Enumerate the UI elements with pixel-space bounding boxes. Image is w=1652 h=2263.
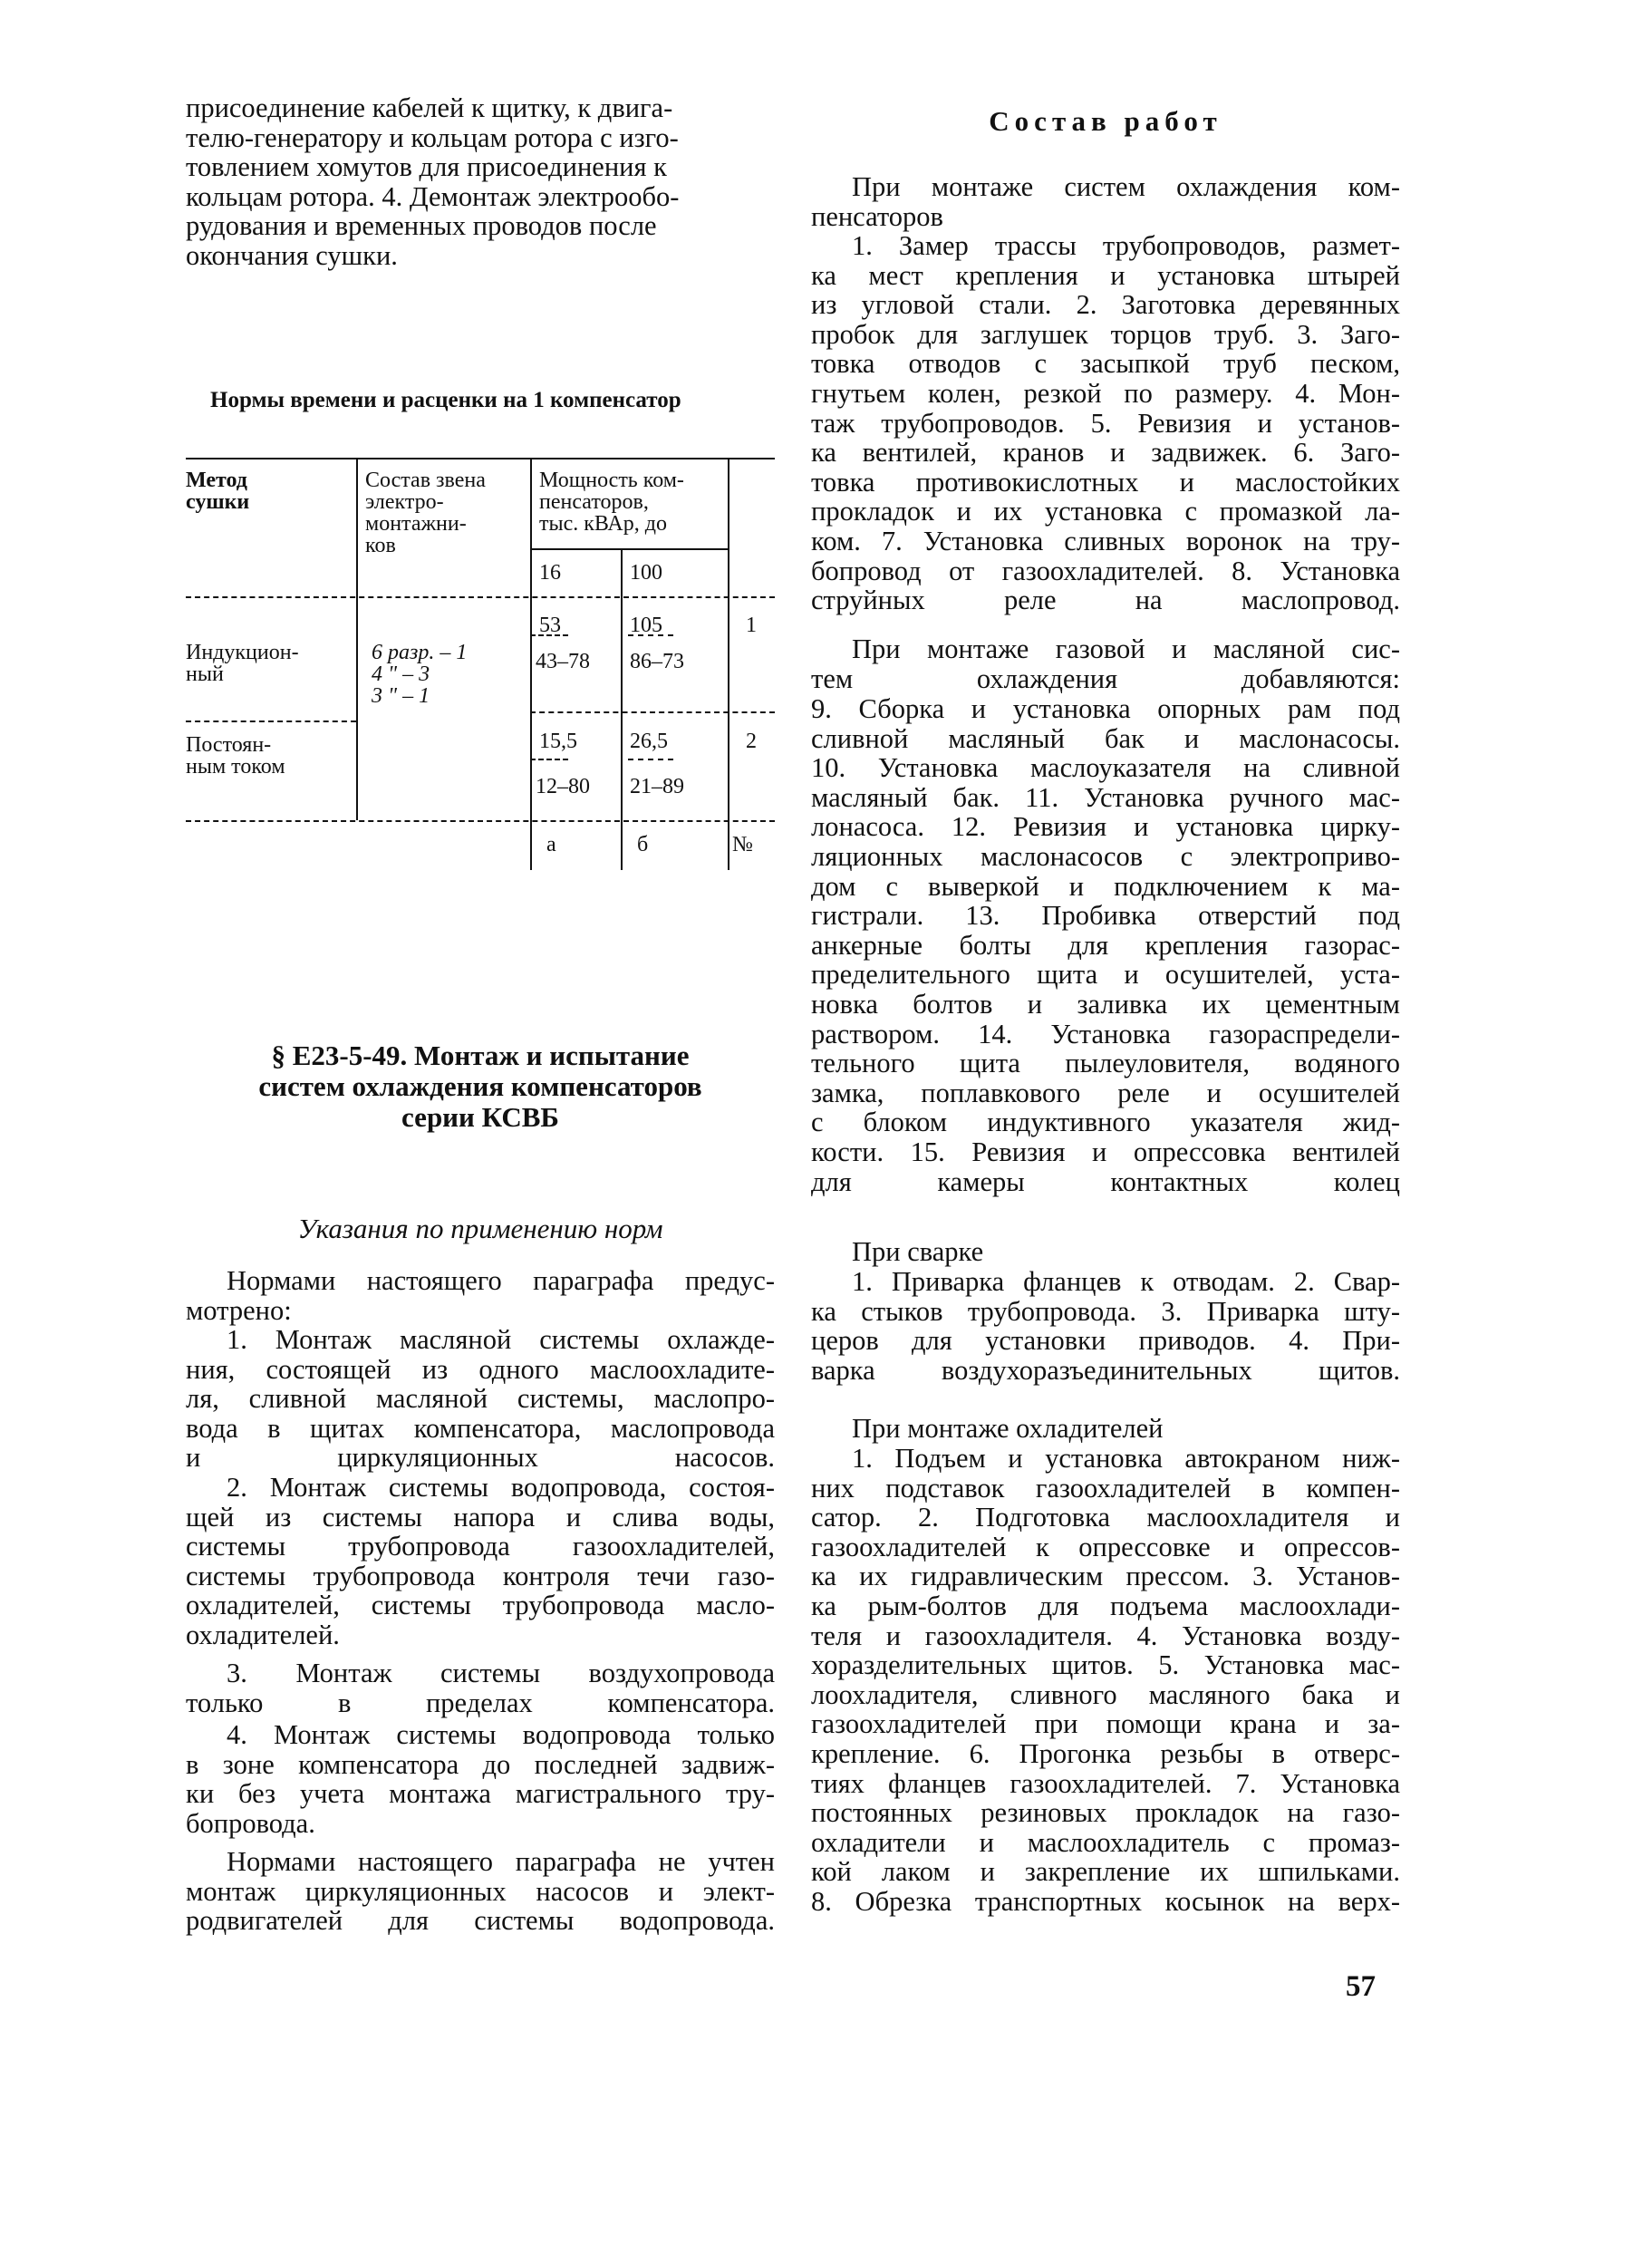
text-line: из угловой стали. 2. Заготовка деревянных xyxy=(811,289,1400,321)
text-line: постоянных резиновых прокладок на газо- xyxy=(811,1797,1400,1829)
text-line: товка противокислотных и маслостойких xyxy=(811,466,1400,498)
text-line: лонасоса. 12. Ревизия и установка цирку- xyxy=(811,811,1400,843)
row1-100-rate: 86–73 xyxy=(630,650,684,673)
text-line: и циркуляционных насосов. xyxy=(186,1442,775,1474)
text-line: церов для установки приводов. 4. При- xyxy=(811,1325,1400,1357)
text-line: них подставок газоохладителей в компен- xyxy=(811,1472,1400,1504)
sub-cooling-systems xyxy=(811,172,1400,231)
text-line: 4. Монтаж системы водопровода только xyxy=(227,1719,775,1750)
row2-method-2: ным током xyxy=(186,755,285,779)
text-line: дом с выверкой и подключением к ма- xyxy=(811,870,1400,902)
text-line: ния, состоящей из одного маслоохладите- xyxy=(186,1353,775,1385)
text-line: для камеры контактных колец xyxy=(811,1165,1400,1197)
text-line: масляный бак. 11. Установка ручного мас- xyxy=(811,781,1400,813)
text-line: кости. 15. Ревизия и опрессовка вентилей xyxy=(811,1136,1400,1167)
text-line: ка мест крепления и установка штырей xyxy=(811,259,1400,291)
text-line: в зоне компенсатора до последней задвиж- xyxy=(186,1748,775,1780)
header-method-2: сушки xyxy=(186,490,250,514)
text-line: вода в щитах компенсатора, маслопровода xyxy=(186,1412,775,1444)
text-line: только в пределах компенсатора. xyxy=(186,1687,775,1718)
text-line: газоохладителей к опрессовке и опрессов- xyxy=(811,1531,1400,1562)
text-line: товка отводов с засыпкой труб песком, xyxy=(811,348,1400,380)
header-crew-2: электро- xyxy=(365,490,444,514)
row1-16-rate: 43–78 xyxy=(536,650,590,673)
text-line: системы трубопровода газоохладителей, xyxy=(186,1531,775,1562)
text-line: ком. 7. Установка сливных воронок на тру- xyxy=(811,525,1400,556)
text-line: пределительного щита и осушителей, уста- xyxy=(811,959,1400,991)
text-line: крепление. 6. Прогонка резьбы в отверс- xyxy=(811,1737,1400,1769)
text-line: 1. Замер трассы трубопроводов, размет- xyxy=(852,230,1400,261)
row1-method-2: ный xyxy=(186,662,224,686)
text-line: рудования и временных проводов после xyxy=(186,210,657,242)
text-line: ка вентилей, кранов и задвижек. 6. Заго- xyxy=(811,437,1400,469)
sub-coolers: При монтаже охладителей xyxy=(852,1413,1164,1444)
text-line: раствором. 14. Установка газораспредели- xyxy=(811,1018,1400,1049)
text-line: системы трубопровода контроля течи газо- xyxy=(186,1560,775,1591)
header-crew-3: монтажни- xyxy=(365,512,467,536)
text-line: 2. Монтаж системы водопровода, состоя- xyxy=(227,1472,775,1503)
row2-100-time: 26,5 xyxy=(630,730,668,753)
text-line: тем охлаждения добавляются: xyxy=(811,662,1400,694)
header-crew-1: Состав звена xyxy=(365,469,486,492)
text-line: 10. Установка маслоуказателя на сливной xyxy=(811,752,1400,784)
text-line: 8. Обрезка транспортных косынок на верх- xyxy=(811,1885,1400,1917)
text-line: 3. Монтаж системы воздухопровода xyxy=(227,1658,775,1688)
text-line: хоразделительных щитов. 5. Установка мас- xyxy=(811,1649,1400,1681)
row1-16-time: 53 xyxy=(539,614,561,637)
text-line: ля, сливной масляной системы, маслопро- xyxy=(186,1383,775,1415)
text-line: новка болтов и заливка их цементным xyxy=(811,988,1400,1020)
row1-number: 1 xyxy=(746,614,757,637)
text-line: 1. Монтаж масляной системы охлажде- xyxy=(227,1324,775,1355)
text-line: При монтаже газовой и масляной сис- xyxy=(852,633,1400,664)
text-line: ляционных маслонасосов с электроприво- xyxy=(811,840,1400,872)
text-line: прокладок и их установка с промазкой ла- xyxy=(811,496,1400,527)
item-2 xyxy=(186,1473,775,1650)
text-line: ки без учета монтажа магистрального тру- xyxy=(186,1778,775,1810)
list-cooling xyxy=(811,231,1400,615)
item-3 xyxy=(186,1659,775,1717)
row2-16-rate: 12–80 xyxy=(536,775,590,798)
text-line: пенсаторов xyxy=(811,200,943,232)
text-line: При монтаже систем охлаждения ком- xyxy=(852,171,1400,202)
row2-number: 2 xyxy=(746,730,757,753)
text-line: охладителей. xyxy=(186,1619,340,1650)
text-line: кольцам ротора. 4. Демонтаж электрообо- xyxy=(186,180,680,212)
header-crew-4: ков xyxy=(365,534,396,557)
row1-method-1: Индукцион- xyxy=(186,641,299,664)
header-power-1: Мощность ком- xyxy=(539,469,684,492)
text-line: 1. Подъем и установка автокраном ниж- xyxy=(852,1443,1400,1474)
text-line: мотрено: xyxy=(186,1294,292,1326)
text-line: тельного щита пылеуловителя, водяного xyxy=(811,1048,1400,1079)
subheading-instructions: Указания по применению норм xyxy=(297,1213,663,1244)
text-line: товлением хомутов для присоединения к xyxy=(186,151,667,183)
text-line: ка их гидравлическим прессом. 3. Установ- xyxy=(811,1561,1400,1592)
text-line: струйных реле на маслопровод. xyxy=(811,585,1400,616)
text-line: телю-генератору и кольцам ротора с изго- xyxy=(186,121,679,153)
row1-crew-1: 6 разр. – 1 xyxy=(372,641,468,664)
text-line: монтаж циркуляционных насосов и элект- xyxy=(186,1875,775,1907)
text-line: газоохладителей при помощи крана и за- xyxy=(811,1708,1400,1740)
text-line: родвигателей для системы водопровода. xyxy=(186,1905,775,1937)
text-line: таж трубопроводов. 5. Ревизия и установ- xyxy=(811,407,1400,439)
text-line: тиях фланцев газоохладителей. 7. Установка xyxy=(811,1767,1400,1799)
heading-line: § Е23-5-49. Монтаж и испытание xyxy=(271,1040,690,1071)
row1-100-time: 105 xyxy=(630,614,662,637)
list-coolers xyxy=(811,1444,1400,1917)
header-power-16: 16 xyxy=(539,561,561,585)
text-line: теля и газоохладителя. 4. Установка возду- xyxy=(811,1620,1400,1651)
footer-a: а xyxy=(546,833,556,856)
heading-line: систем охлаждения компенсаторов xyxy=(258,1070,702,1102)
sub-gas-oil xyxy=(811,634,1400,693)
para-not-included xyxy=(186,1847,775,1936)
table-title: Нормы времени и расценки на 1 компенсатор xyxy=(210,388,681,412)
text-line: гнутьем колен, резкой по размеру. 4. Мон- xyxy=(811,377,1400,409)
row2-16-time: 15,5 xyxy=(539,730,577,753)
footer-b: б xyxy=(637,833,649,856)
text-line: лоохладителя, сливного масляного бака и xyxy=(811,1678,1400,1710)
text-line: щей из системы напора и слива воды, xyxy=(186,1501,775,1533)
text-line: присоединение кабелей к щитку, к двига- xyxy=(186,92,673,123)
text-line: сливной масляный бак и маслонасосы. xyxy=(811,722,1400,754)
heading-line: серии КСВБ xyxy=(401,1101,559,1133)
list-welding xyxy=(811,1267,1400,1385)
text-line: охладители и маслоохладитель с промаз- xyxy=(811,1826,1400,1858)
header-power-3: тыс. кВАр, до xyxy=(539,512,667,536)
section-heading xyxy=(186,1040,775,1133)
row2-method-1: Постоян- xyxy=(186,733,272,757)
header-power-100: 100 xyxy=(630,561,662,585)
text-line: варка воздухоразъединительных щитов. xyxy=(811,1354,1400,1386)
header-power-2: пенсаторов, xyxy=(539,490,649,514)
text-line: пробок для заглушек торцов труб. 3. Заго- xyxy=(811,318,1400,350)
para-intro xyxy=(186,1266,775,1325)
text-line: Нормами настоящего параграфа предус- xyxy=(227,1265,775,1296)
text-line: бопровод от газоохладителей. 8. Установка xyxy=(811,555,1400,586)
text-line: с блоком индуктивного указателя жид- xyxy=(811,1107,1400,1138)
left-intro-paragraph xyxy=(186,93,775,271)
item-4 xyxy=(186,1720,775,1838)
row1-crew-2: 4 " – 3 xyxy=(372,662,430,686)
text-line: гистрали. 13. Пробивка отверстий под xyxy=(811,900,1400,932)
list-gas-oil xyxy=(811,694,1400,1196)
text-line: охладителей, системы трубопровода масло- xyxy=(186,1590,775,1621)
row1-crew-3: 3 " – 1 xyxy=(372,684,430,708)
page-number: 57 xyxy=(1346,1970,1376,2003)
text-line: ка стыков трубопровода. 3. Приварка шту- xyxy=(811,1295,1400,1327)
text-line: анкерные болты для крепления газорас- xyxy=(811,929,1400,961)
text-line: окончания сушки. xyxy=(186,239,398,271)
text-line: Нормами настоящего параграфа не учтен xyxy=(227,1846,775,1877)
text-line: 9. Сборка и установка опорных рам под xyxy=(811,693,1400,724)
sub-welding: При сварке xyxy=(852,1236,984,1267)
norms-table xyxy=(186,453,775,870)
works-heading: Состав работ xyxy=(989,105,1222,137)
text-line: сатор. 2. Подготовка маслоохладителя и xyxy=(811,1502,1400,1533)
text-line: бопровода. xyxy=(186,1807,315,1839)
row2-100-rate: 21–89 xyxy=(630,775,684,798)
text-line: 1. Приварка фланцев к отводам. 2. Свар- xyxy=(852,1266,1400,1297)
text-line: ка рым-болтов для подъема маслоохлади- xyxy=(811,1590,1400,1621)
header-method-1: Метод xyxy=(186,469,247,492)
item-1 xyxy=(186,1325,775,1473)
footer-no: № xyxy=(732,833,753,856)
text-line: кой лаком и закрепление их шпильками. xyxy=(811,1856,1400,1888)
text-line: замка, поплавкового реле и осушителей xyxy=(811,1077,1400,1108)
